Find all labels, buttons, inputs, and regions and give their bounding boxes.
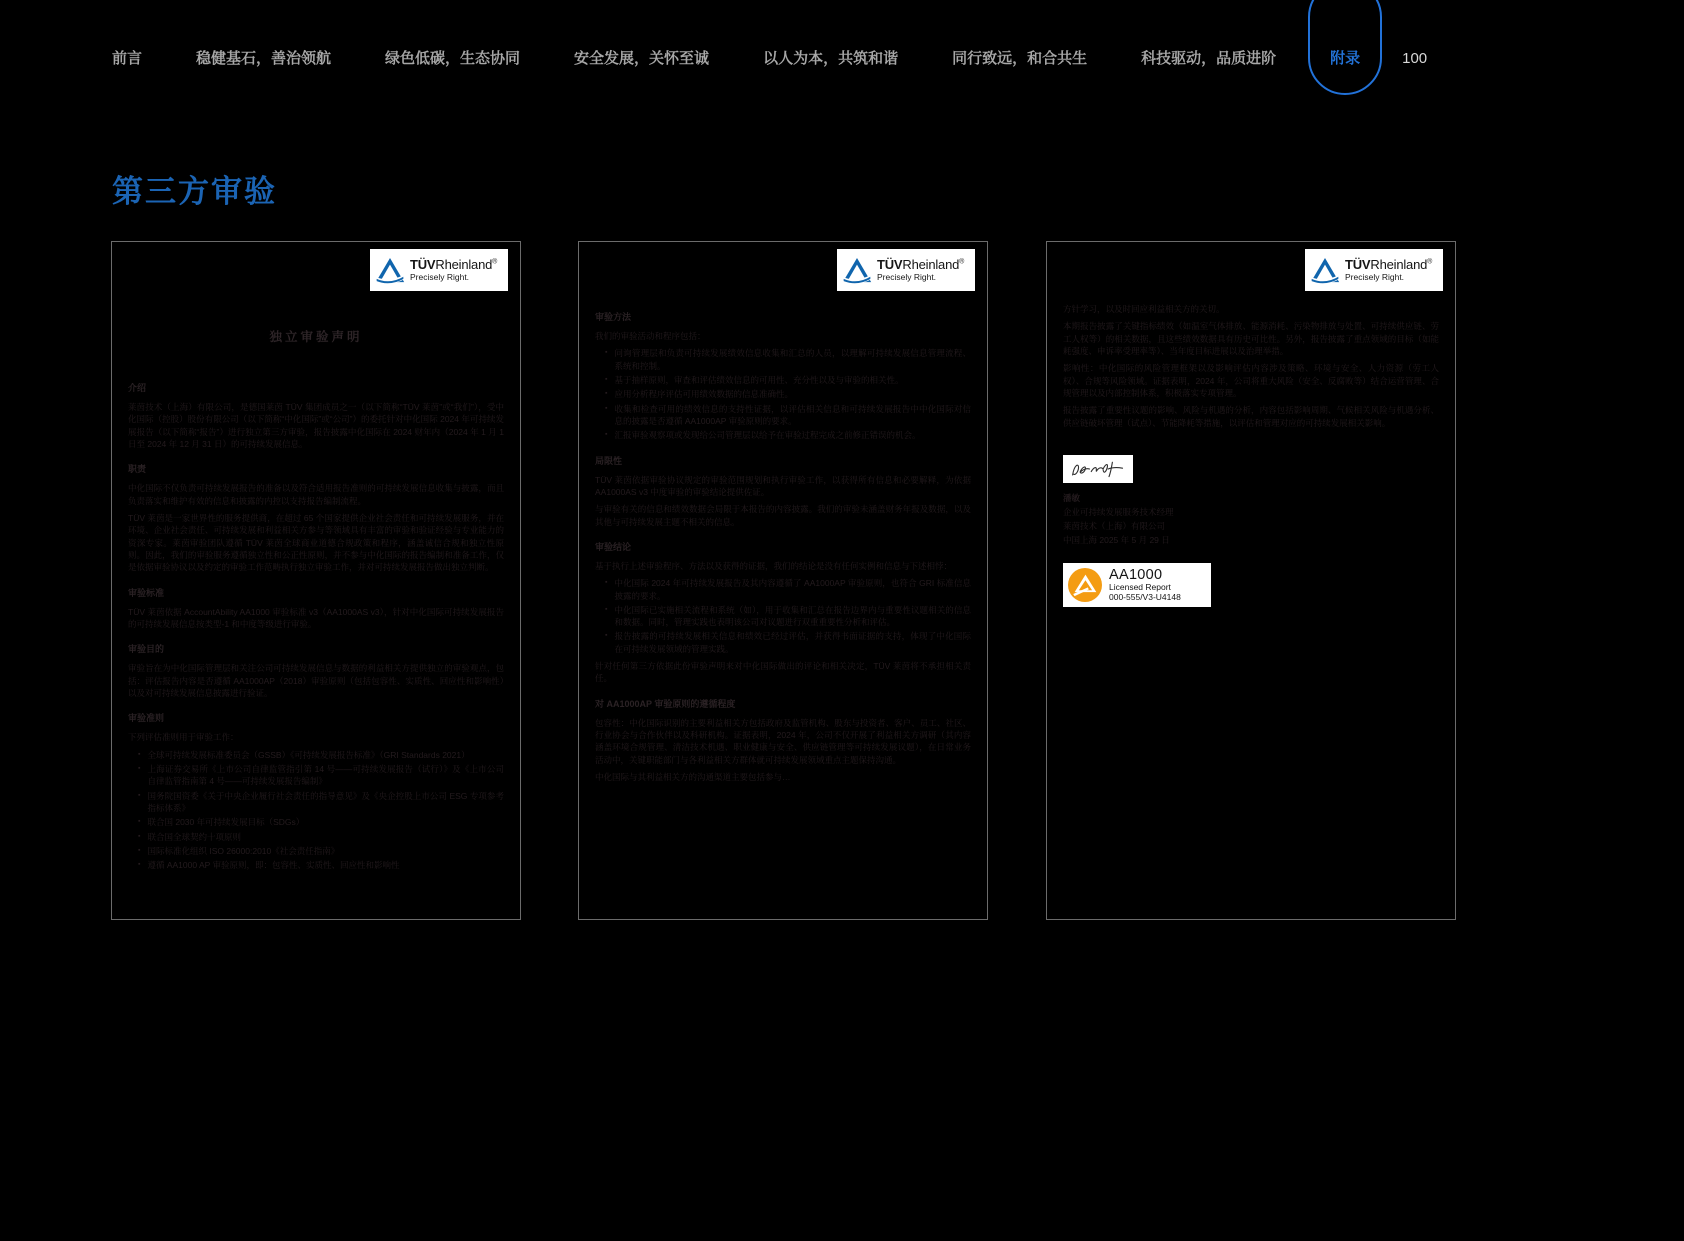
bullet-text: 汇报审验观察项或发现给公司管理层以给予在审验过程完成之前修正错误的机会。 xyxy=(614,430,921,441)
bullet-marker-icon: ▪ xyxy=(138,832,141,840)
bullet-item xyxy=(605,347,971,372)
bullet-item xyxy=(605,388,971,400)
signature-image xyxy=(1063,455,1133,483)
bullet-marker-icon: ▪ xyxy=(605,404,608,412)
nav-tab-6[interactable]: 同行致远，和合共生 xyxy=(952,50,1088,67)
bullet-item xyxy=(138,790,504,815)
paragraph: 与审验有关的信息和绩效数据会局限于本报告的内容披露。我们的审验未涵盖财务年报及数据，以及其他与可持续发展主题不相关的信息。 xyxy=(595,504,971,527)
document-page-1 xyxy=(111,241,521,920)
section-heading: 审验标准 xyxy=(128,587,165,598)
paragraph: 莱茵技术（上海）有限公司，是德国莱茵 TÜV 集团成员之一（以下简称“TÜV 莱茵”或“我们”），受中化国际（控股）股份有限公司（以下简称“中化国际”或“公司”）的委托针对中化国际 2024 年可持续发展报告（以下简称“报告”）进行独立第三方审验，报告披露中化国际在 2024 财年内（2024 年 1 月 1 日至 2024 年 12 月 31 日）的可持续发展信息。 xyxy=(128,402,504,450)
bullet-text: 中化国际已实施相关流程和系统（如），用于收集和汇总在报告边界内与重要性议题相关的信息和数据。同时，管理实践也表明该公司对议题进行双重重要性分析和评估。 xyxy=(614,604,971,628)
bullet-item xyxy=(605,403,971,428)
bullet-text: 中化国际 2024 年可持续发展报告及其内容遵循了 AA1000AP 审验原则，也符合 GRI 标准信息披露的要求。 xyxy=(614,578,971,601)
paragraph: TÜV 莱茵依据审验协议规定的审验范围规划和执行审验工作，以获得所有信息和必要解释，为依据 AA1000AS v3 中度审验的审验结论提供佐证。 xyxy=(595,474,971,497)
nav-tab-1[interactable]: 前言 xyxy=(112,50,143,67)
bullet-text: 报告披露的可持续发展相关信息和绩效已经过评估，并获得书面证据的支持，体现了中化国际在可持续发展领域的管理实践。 xyxy=(614,631,971,654)
section-heading: 介绍 xyxy=(128,383,147,394)
paragraph: 针对任何第三方依据此份审验声明来对中化国际做出的评论和相关决定，TÜV 莱茵将不承担相关责任。 xyxy=(595,661,971,684)
tuv-tagline: Precisely Right. xyxy=(410,272,470,283)
aa1000-badge-license-number: 000-555/V3-U4148 xyxy=(1109,591,1181,602)
bullet-text: 全球可持续发展标准委员会（GSSB）《可持续发展报告标准》（GRI Standards 2021） xyxy=(147,749,470,760)
section-heading: 审验结论 xyxy=(595,541,632,552)
nav-tab-2[interactable]: 稳健基石，善治领航 xyxy=(196,50,332,67)
bullet-marker-icon: ▪ xyxy=(605,349,608,357)
bullet-text: 联合国全球契约十项原则 xyxy=(147,831,241,842)
nav-tab-5[interactable]: 以人为本，共筑和谐 xyxy=(763,50,899,67)
bullet-item xyxy=(605,630,971,655)
paragraph: 基于执行上述审验程序、方法以及获得的证据，我们的结论是没有任何实例和信息与下述相悖： xyxy=(595,560,953,571)
paragraph: 影响性：中化国际的风险管理框架以及影响评估内容涉及策略、环境与安全、人力资源（劳工人权）、合规等风险领域。证据表明，2024 年，公司将重大风险（安全、反腐败等）结合运营管理、合规管理以及内部控制体系，积极落实专项管理。 xyxy=(1063,363,1439,398)
bullet-marker-icon: ▪ xyxy=(605,579,608,587)
bullet-text: 国务院国资委《关于中央企业履行社会责任的指导意见》及《央企控股上市公司 ESG 专项参考指标体系》 xyxy=(147,790,504,813)
bullet-marker-icon: ▪ xyxy=(138,846,141,854)
bullet-text: 收集和检查可用的绩效信息的支持性证据，以评估相关信息和可持续发展报告中中化国际对信息的披露是否遵循 AA1000AP 审验原则的要求。 xyxy=(614,403,971,426)
bullet-marker-icon: ▪ xyxy=(138,791,141,799)
bullet-text: 应用分析程序评估可用绩效数据的信息准确性。 xyxy=(614,389,793,400)
top-navigation xyxy=(112,50,1427,67)
bullet-marker-icon: ▪ xyxy=(138,750,141,758)
tuv-brand-text: TÜVRheinland® xyxy=(410,256,498,272)
bullet-marker-icon: ▪ xyxy=(138,764,141,772)
document-content xyxy=(1047,242,1455,919)
bullet-text: 国际标准化组织 ISO 26000:2010《社会责任指南》 xyxy=(147,845,340,856)
paragraph: 中化国际与其利益相关方的沟通渠道主要包括参与… xyxy=(595,772,791,782)
section-heading: 职责 xyxy=(128,464,147,475)
bullet-list xyxy=(605,577,971,655)
bullet-item xyxy=(138,763,504,788)
signature-place-date: 中国上海 2025 年 5 月 29 日 xyxy=(1063,534,1170,545)
bullet-item xyxy=(605,577,971,602)
page-number: 100 xyxy=(1402,50,1428,67)
accountability-logo-icon xyxy=(1068,568,1102,602)
paragraph: 审验旨在为中化国际管理层和关注公司可持续发展信息与数据的利益相关方提供独立的审验观点，包括：评估报告内容是否遵循 AA1000AP（2018）审验原则（包括包容性、实质性、回应性和影响性）以及对可持续发展信息披露进行验证。 xyxy=(128,663,504,698)
aa1000-badge-subtitle: Licensed Report xyxy=(1109,582,1171,593)
bullet-marker-icon: ▪ xyxy=(605,375,608,383)
bullet-list xyxy=(605,347,971,441)
bullet-item xyxy=(605,429,971,441)
bullet-marker-icon: ▪ xyxy=(605,390,608,398)
bullet-marker-icon: ▪ xyxy=(138,818,141,826)
bullet-item xyxy=(138,859,504,871)
nav-tab-4[interactable]: 安全发展，关怀至诚 xyxy=(574,50,710,67)
paragraph: 报告披露了重要性议题的影响、风险与机遇的分析，内容包括影响周期、气候相关风险与机遇分析、供应链破坏管理（试点）、节能降耗等措施，以评估和管理对应的可持续发展相关影响。 xyxy=(1063,405,1439,428)
bullet-marker-icon: ▪ xyxy=(138,861,141,869)
bullet-text: 联合国 2030 年可持续发展目标（SDGs） xyxy=(147,817,305,828)
bullet-marker-icon: ▪ xyxy=(605,431,608,439)
aa1000-badge-title: AA1000 xyxy=(1109,567,1163,584)
paragraph: TÜV 莱茵是一家世界性的服务提供商，在超过 65 个国家提供企业社会责任和可持续发展服务，并在环境、企业社会责任、可持续发展和利益相关方参与等领域具有丰富的审验和验证经验与专业能力的资深专家。莱茵审验团队遵循 TÜV 莱茵全球商业道德合规政策和程序，涵盖诚信合规和独立性原则。因此，我们的审验服务遵循独立性和公正性原则，并不参与中化国际的报告编制和准备工作，仅是依据审验协议以及约定的审验工作范畴执行独立审验工作，并对可持续发展报告做出独立判断。 xyxy=(128,513,504,573)
aa1000-badge-text xyxy=(1109,567,1181,602)
signoff-block xyxy=(1063,491,1439,547)
nav-tab-8[interactable]: 附录 xyxy=(1330,50,1360,67)
bullet-text: 上海证券交易所《上市公司自律监管指引第 14 号——可持续发展报告（试行）》及《上市公司自律监管指南第 4 号——可持续发展报告编制》 xyxy=(147,763,504,787)
document-title: 独立审验声明 xyxy=(269,330,363,344)
paragraph: 包容性：中化国际识别的主要利益相关方包括政府及监管机构、股东与投资者、客户、员工、社区、行业协会与合作伙伴以及科研机构。证据表明，2024 年，公司不仅开展了利益相关方调研（其内容涵盖环境合规管理、清洁技术机遇、职业健康与安全、供应链管理等可持续发展议题），在日常业务活动中，关键职能部门与各利益相关方群体就可持续发展领域重点主题保持沟通。 xyxy=(595,717,971,765)
paragraph: 我们的审验活动和程序包括： xyxy=(595,331,706,342)
paragraph: TÜV 莱茵依据 AccountAbility AA1000 审验标准 v3（AA1000AS v3），针对中化国际可持续发展报告的可持续发展信息按类型-1 和中度等级进行审验。 xyxy=(128,606,504,630)
document-content xyxy=(579,242,987,919)
bullet-item xyxy=(138,816,504,828)
section-heading: 审验方法 xyxy=(595,312,632,322)
bullet-list xyxy=(138,749,504,872)
bullet-item xyxy=(138,831,504,843)
bullet-item xyxy=(138,845,504,857)
section-heading: 对 AA1000AP 审验原则的遵循程度 xyxy=(595,698,736,709)
bullet-marker-icon: ▪ xyxy=(605,632,608,640)
signer-title: 企业可持续发展服务技术经理 xyxy=(1063,506,1174,517)
bullet-text: 基于抽样原则，审查和评估绩效信息的可用性、充分性以及与审验的相关性。 xyxy=(614,374,904,385)
paragraph: 本期报告披露了关键指标绩效（如温室气体排放、能源消耗、污染物排放与处置、可持续供应链、劳工人权等）的相关数据，且这些绩效数据具有历史可比性。另外，报告披露了重点领域的目标（如能耗强度、申诉率受理率等）、当年度目标进展以及治理举措。 xyxy=(1063,321,1439,356)
handwritten-signature xyxy=(1067,458,1129,480)
tuv-tagline: Precisely Right. xyxy=(1345,272,1405,283)
paragraph: 方针学习，以及时回应利益相关方的关切。 xyxy=(1063,304,1225,314)
tuv-brand-text: TÜVRheinland® xyxy=(877,256,965,272)
bullet-item xyxy=(605,374,971,386)
active-tab-outline xyxy=(1308,0,1382,95)
aa1000-licensed-report-badge xyxy=(1063,563,1211,607)
signer-name: 潘敏 xyxy=(1063,492,1081,503)
bullet-marker-icon: ▪ xyxy=(605,605,608,613)
paragraph: 中化国际不仅负责可持续发展报告的准备以及符合适用报告准则的可持续发展信息收集与披露，而且负责落实和维护有效的信息和披露的内控以支持报告编制流程。 xyxy=(128,483,504,506)
tuv-brand-text: TÜVRheinland® xyxy=(1345,256,1433,272)
page-title: 第三方审验 xyxy=(112,174,277,209)
document-page-2 xyxy=(578,241,988,920)
document-page-3 xyxy=(1046,241,1456,920)
section-heading: 审验目的 xyxy=(128,644,165,655)
document-content xyxy=(112,242,520,919)
section-heading: 审验准则 xyxy=(128,713,165,724)
paragraph: 下列评估准则用于审验工作： xyxy=(128,732,239,743)
bullet-text: 问询管理层和负责可持续发展绩效信息收集和汇总的人员，以理解可持续发展信息管理流程、系统和控制。 xyxy=(614,348,971,371)
bullet-text: 遵循 AA1000 AP 审验原则，即：包容性、实质性、回应性和影响性 xyxy=(147,860,400,871)
nav-tab-3[interactable]: 绿色低碳，生态协同 xyxy=(385,50,521,67)
section-heading: 局限性 xyxy=(595,455,623,466)
nav-tab-7[interactable]: 科技驱动，品质进阶 xyxy=(1141,50,1277,67)
bullet-item xyxy=(138,749,504,761)
tuv-tagline: Precisely Right. xyxy=(877,272,937,283)
signer-company: 莱茵技术（上海）有限公司 xyxy=(1063,520,1166,531)
bullet-item xyxy=(605,604,971,629)
